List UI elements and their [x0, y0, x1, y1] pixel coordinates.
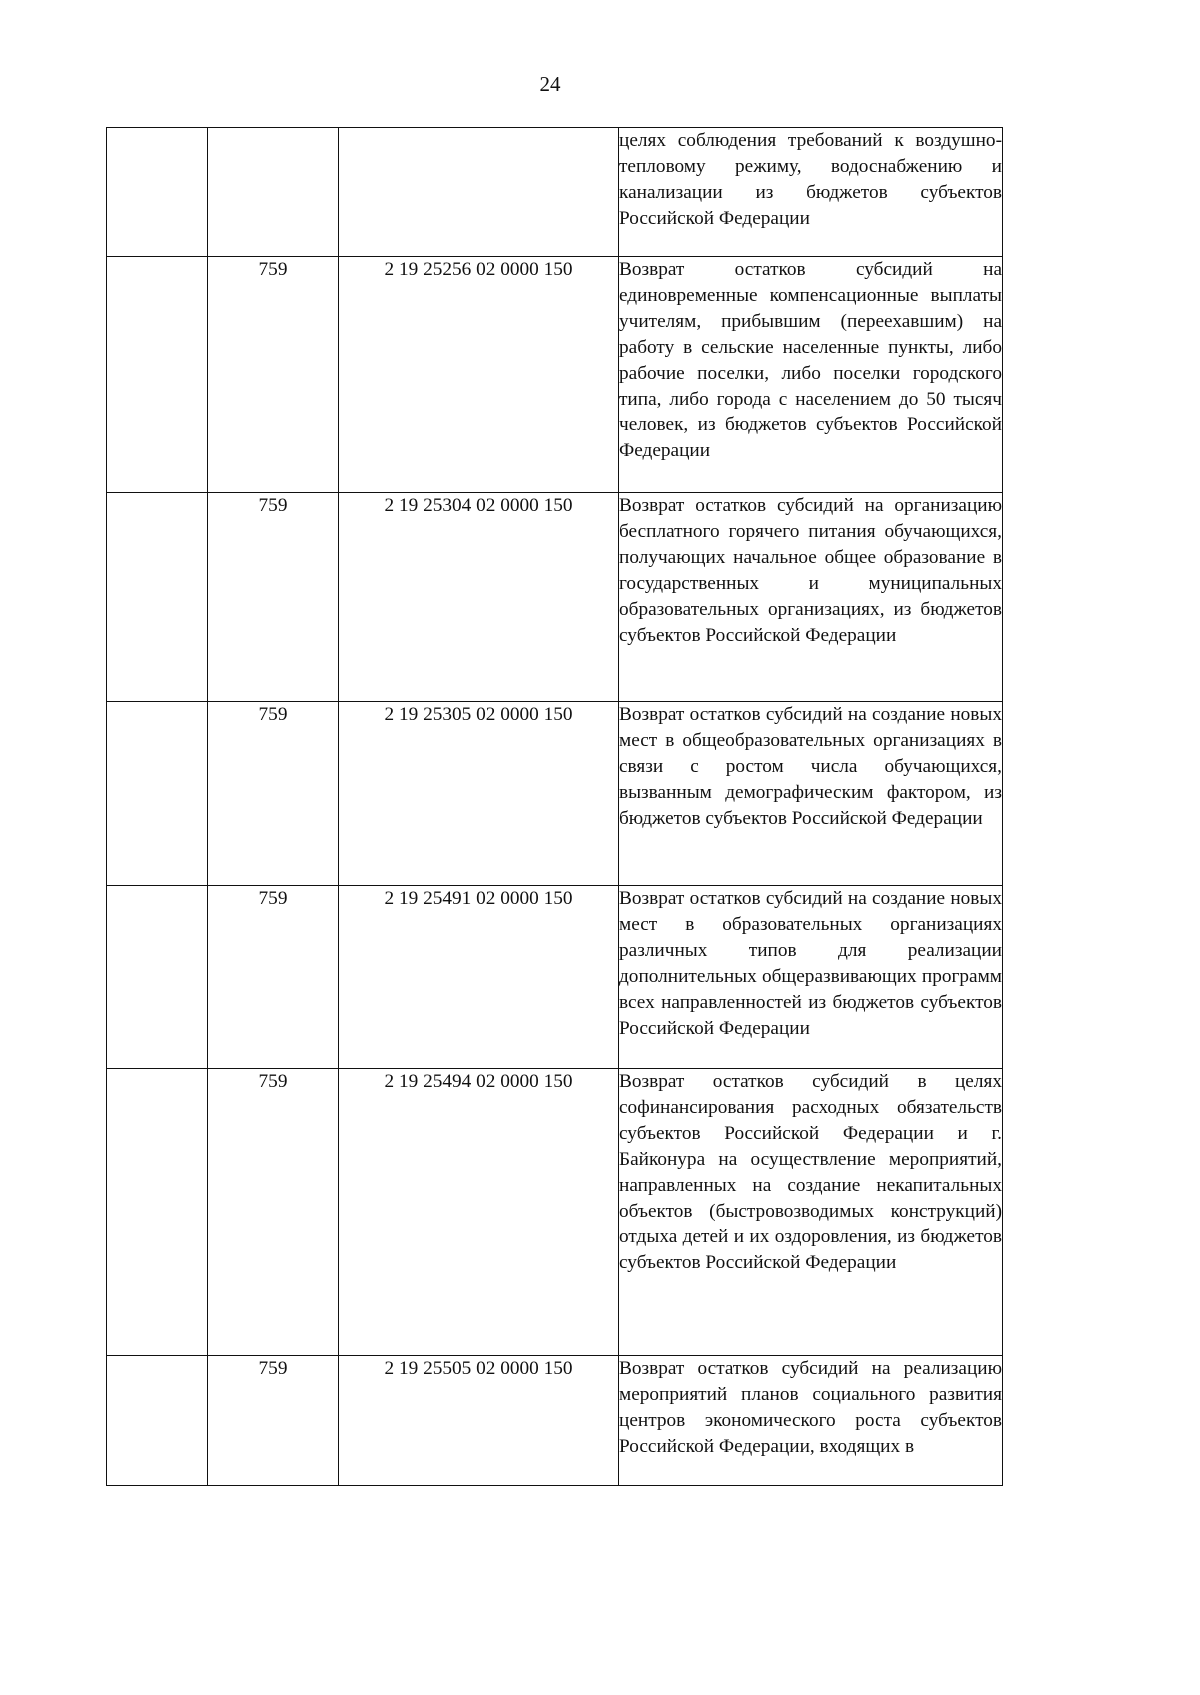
admin-code-cell: 759 — [208, 1356, 339, 1486]
description-cell: Возврат остатков субсидий на единовременные компенсационные выплаты учителям, прибывшим (переехавшим) на работу в сельские населенные пункты, либо рабочие поселки, либо поселки городского типа, либо города с населением до 50 тысяч человек, из бюджетов субъектов Российской Федерации — [619, 257, 1003, 493]
admin-code-cell: 759 — [208, 257, 339, 493]
empty-cell — [107, 257, 208, 493]
empty-cell — [107, 1069, 208, 1356]
table-row — [107, 257, 1003, 493]
table-row — [107, 702, 1003, 886]
admin-code-cell — [208, 128, 339, 257]
table-row — [107, 128, 1003, 257]
budget-code-cell: 2 19 25494 02 0000 150 — [339, 1069, 619, 1356]
budget-code-cell — [339, 128, 619, 257]
description-cell: целях соблюдения требований к воздушно-тепловому режиму, водоснабжению и канализации из бюджетов субъектов Российской Федерации — [619, 128, 1003, 257]
admin-code-cell: 759 — [208, 493, 339, 702]
table-row — [107, 493, 1003, 702]
budget-code-cell: 2 19 25305 02 0000 150 — [339, 702, 619, 886]
admin-code-cell: 759 — [208, 702, 339, 886]
admin-code-cell: 759 — [208, 886, 339, 1069]
budget-code-cell: 2 19 25491 02 0000 150 — [339, 886, 619, 1069]
empty-cell — [107, 702, 208, 886]
page-number: 24 — [539, 72, 561, 96]
budget-classification-table — [106, 127, 1003, 1486]
description-cell: Возврат остатков субсидий на создание новых мест в образовательных организациях различных типов для реализации дополнительных общеразвивающих программ всех направленностей из бюджетов субъектов Российской Федерации — [619, 886, 1003, 1069]
description-cell: Возврат остатков субсидий на организацию бесплатного горячего питания обучающихся, получающих начальное общее образование в государственных и муниципальных образовательных организациях, из бюджетов субъектов Российской Федерации — [619, 493, 1003, 702]
empty-cell — [107, 128, 208, 257]
budget-code-cell: 2 19 25505 02 0000 150 — [339, 1356, 619, 1486]
description-cell: Возврат остатков субсидий на реализацию мероприятий планов социального развития центров экономического роста субъектов Российской Федерации, входящих в — [619, 1356, 1003, 1486]
table-row — [107, 1069, 1003, 1356]
description-cell: Возврат остатков субсидий на создание новых мест в общеобразовательных организациях в связи с ростом числа обучающихся, вызванным демографическим фактором, из бюджетов субъектов Российской Федерации — [619, 702, 1003, 886]
budget-code-cell: 2 19 25304 02 0000 150 — [339, 493, 619, 702]
table-row — [107, 886, 1003, 1069]
budget-code-cell: 2 19 25256 02 0000 150 — [339, 257, 619, 493]
empty-cell — [107, 1356, 208, 1486]
empty-cell — [107, 886, 208, 1069]
admin-code-cell: 759 — [208, 1069, 339, 1356]
description-cell: Возврат остатков субсидий в целях софинансирования расходных обязательств субъектов Российской Федерации и г. Байконура на осуществление мероприятий, направленных на создание некапитальных объектов (быстровозводимых конструкций) отдыха детей и их оздоровления, из бюджетов субъектов Российской Федерации — [619, 1069, 1003, 1356]
table-row — [107, 1356, 1003, 1486]
empty-cell — [107, 493, 208, 702]
